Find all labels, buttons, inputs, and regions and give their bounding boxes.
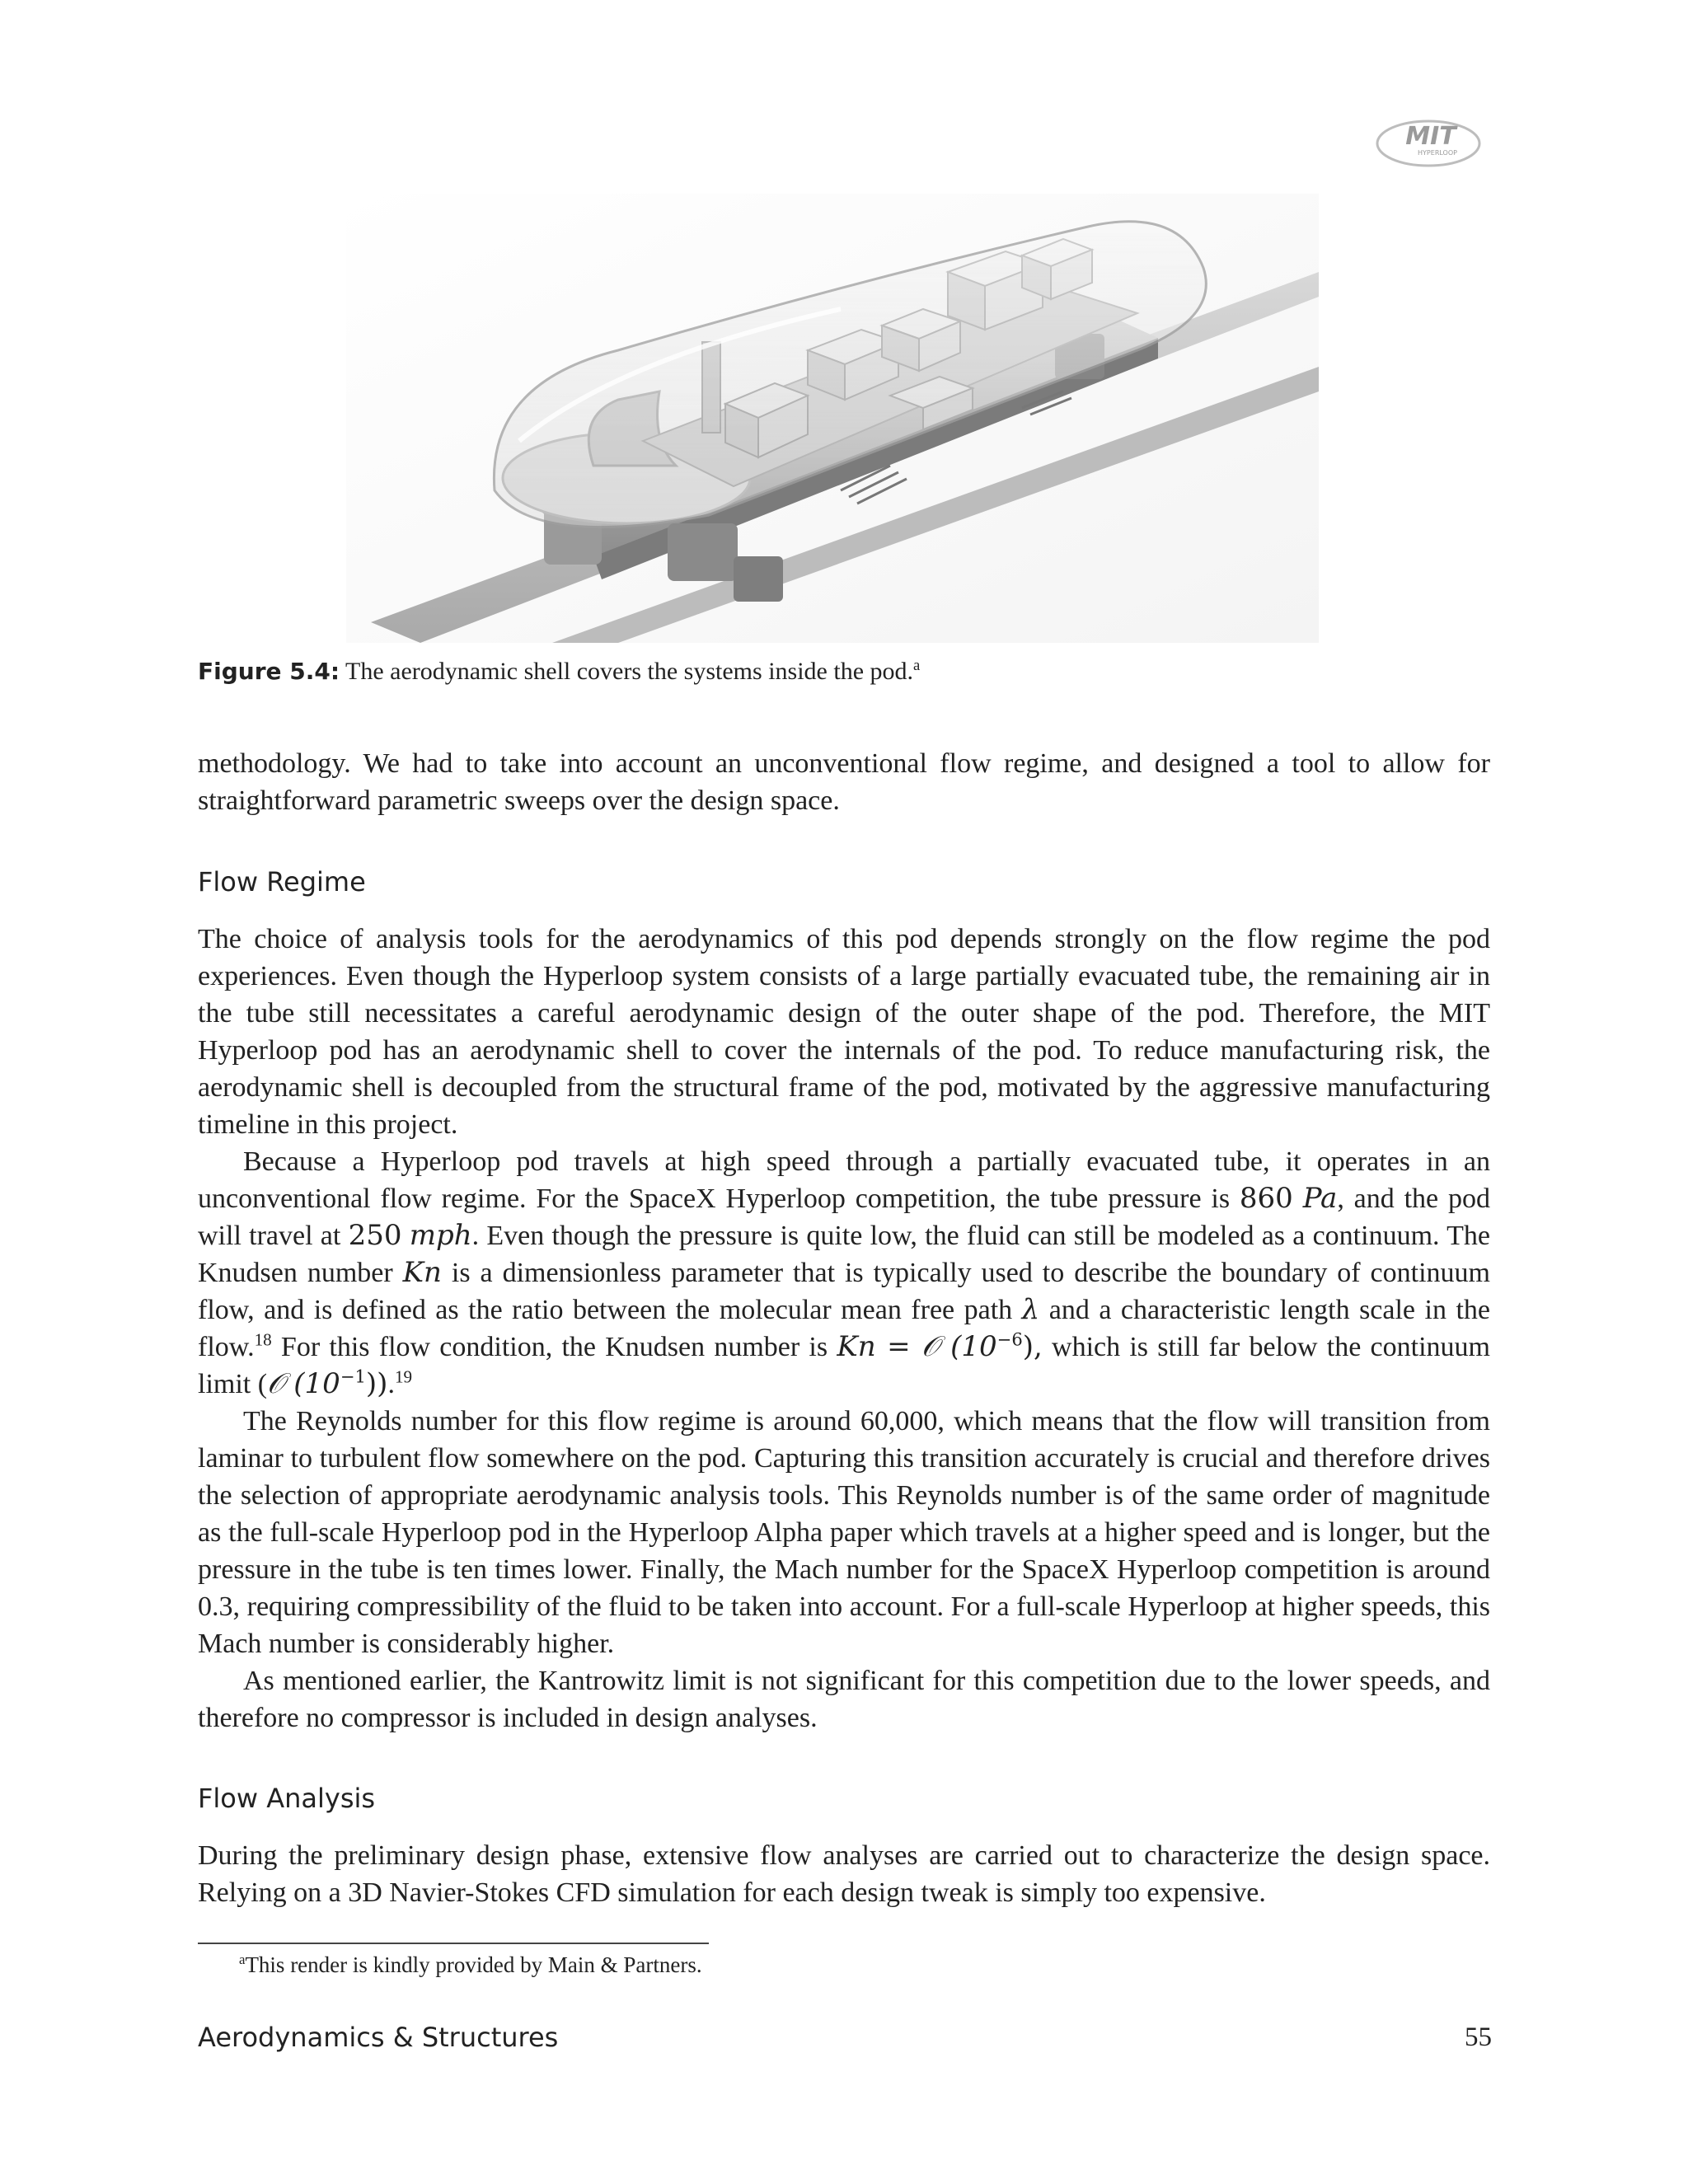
mit-hyperloop-logo: [1375, 118, 1482, 169]
footnote-rule: [198, 1943, 709, 1944]
pod-render-figure: [346, 194, 1319, 643]
figure-caption-text: The aerodynamic shell covers the systems inside the pod.: [345, 658, 914, 685]
figure-footnote-mark: a: [913, 657, 921, 674]
flow-analysis-body: [198, 1837, 1490, 1911]
svg-text:HYPERLOOP: HYPERLOOP: [1418, 149, 1457, 157]
figure-label: Figure 5.4:: [198, 658, 340, 685]
section-heading-flow-regime: Flow Regime: [198, 866, 366, 898]
paragraph: The choice of analysis tools for the aerodynamics of this pod depends strongly on the flow regime the pod experiences. Even though the Hyperloop system consists of a large partially evacuated tube, the remaining air in the tube still necessitates a careful aerodynamic design of the outer shape of the pod. Therefore, the MIT Hyperloop pod has an aerodynamic shell to cover the internals of the pod. To reduce manufacturing risk, the aerodynamic shell is decoupled from the structural frame of the pod, motivated by the aggressive manufacturing timeline in this project.: [198, 924, 1490, 1140]
figure-caption: [198, 655, 1484, 688]
footnote-text: This render is kindly provided by Main & Partners.: [245, 1952, 702, 1977]
page-number: 55: [1465, 2022, 1492, 2052]
paragraph: During the preliminary design phase, extensive flow analyses are carried out to characterize the design space. Relying on a 3D Navier-Stokes CFD simulation for each design tweak is simply too expensive.: [198, 1840, 1490, 1908]
footnote: [239, 1950, 702, 1980]
continuation-paragraph: [198, 745, 1490, 819]
paragraph: As mentioned earlier, the Kantrowitz limit is not significant for this competition due to the lower speeds, and therefore no compressor is included in design analyses.: [198, 1666, 1490, 1733]
paragraph: The Reynolds number for this flow regime is around 60,000, which means that the flow will transition from laminar to turbulent flow somewhere on the pod. Capturing this transition accurately is crucial and therefore drives the selection of appropriate aerodynamic analysis tools. This Reynolds number is of the same order of magnitude as the full-scale Hyperloop pod in the Hyperloop Alpha paper which travels at a higher speed and is longer, but the pressure in the tube is ten times lower. Finally, the Mach number for the SpaceX Hyperloop competition is around 0.3, requiring compressibility of the fluid to be taken into account. For a full-scale Hyperloop at higher speeds, this Mach number is considerably higher.: [198, 1406, 1490, 1659]
flow-regime-body: [198, 921, 1490, 1736]
paragraph: Because a Hyperloop pod travels at high speed through a partially evacuated tube, it operates in an unconventional flow regime. For the SpaceX Hyperloop competition, the tube pressure is 860 Pa, and the pod will travel at 250 mph. Even though the pressure is quite low, the fluid can still be modeled as a continuum. The Knudsen number Kn is a dimensionless parameter that is typically used to describe the boundary of continuum flow, and is defined as the ratio between the molecular mean free path λ and a characteristic length scale in the flow.$^{18}$ For this flow condition, the Knudsen number is Kn = 𝒪 $(10^{-6})$, which is still far below the continuum limit (𝒪 $(10^{-1})).^{19}$: [198, 1146, 1491, 1400]
running-footer-title: Aerodynamics & Structures: [198, 2022, 559, 2053]
footnote-mark: a: [239, 1952, 246, 1967]
paragraph: methodology. We had to take into account an unconventional flow regime, and designed a tool to allow for straightforward parametric sweeps over the design space.: [198, 748, 1490, 816]
section-heading-flow-analysis: Flow Analysis: [198, 1783, 376, 1814]
svg-text:MIT: MIT: [1405, 122, 1456, 151]
